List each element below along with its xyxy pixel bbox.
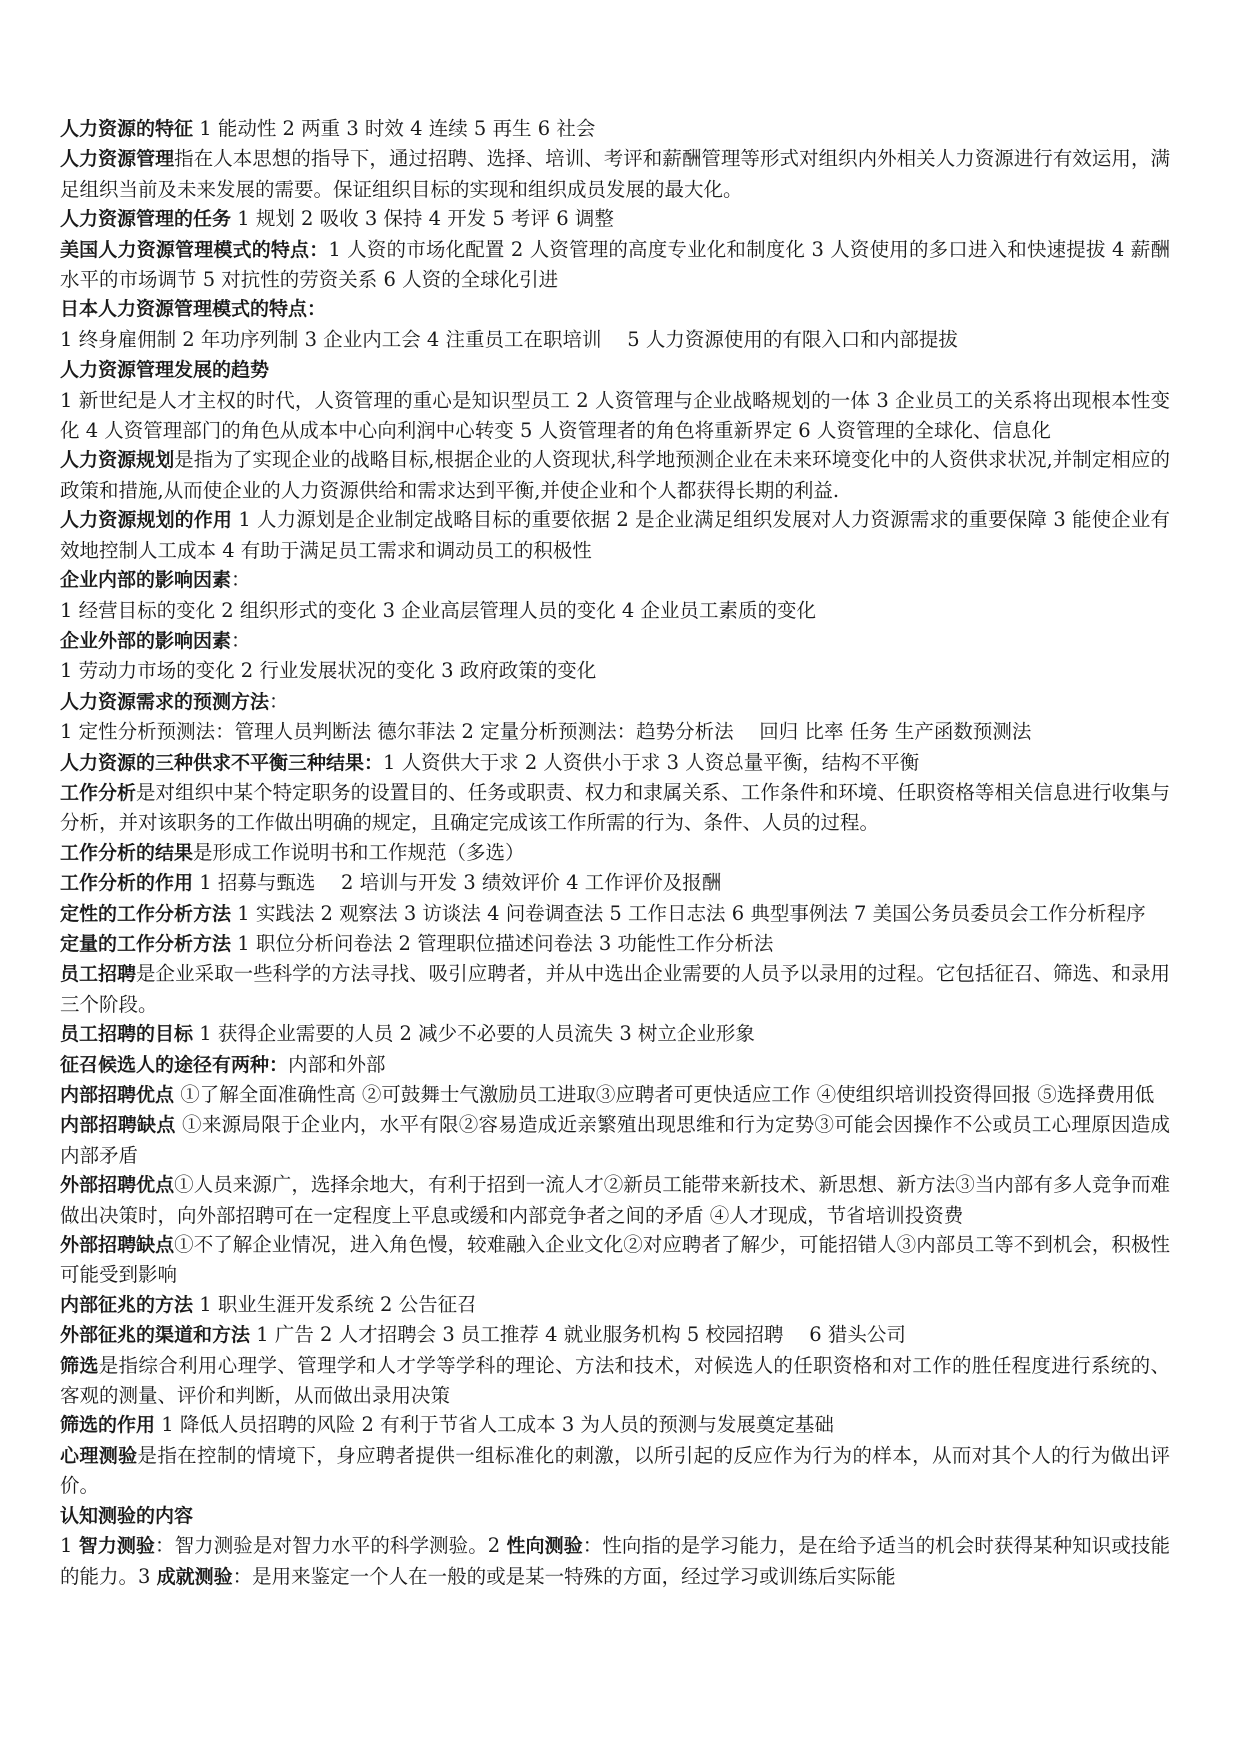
paragraph-14 [60, 687, 1170, 717]
paragraph-24 [60, 1050, 1170, 1080]
paragraph-21 [60, 929, 1170, 959]
paragraph-6 [60, 355, 1170, 385]
term: 企业内部的影响因素 [60, 569, 232, 592]
paragraph-text: 1 规划 2 吸收 3 保持 4 开发 5 考评 6 调整 [231, 207, 614, 231]
paragraph-text: 1 能动性 2 两重 3 时效 4 连续 5 再生 6 社会 [193, 117, 596, 140]
term: 日本人力资源管理模式的特点： [60, 298, 327, 321]
paragraph-text: 是指在控制的情境下，身应聘者提供一组标准化的刺激，以所引起的反应作为行为的样本，从而对其个人的行为做出评价。 [60, 1443, 1170, 1498]
paragraph-23 [60, 1019, 1170, 1049]
paragraph-text: 1 广告 2 人才招聘会 3 员工推荐 4 就业服务机构 5 校园招聘 6 猎头公司 [250, 1323, 906, 1347]
paragraph-text: 是企业采取一些科学的方法寻找、吸引应聘者，并从中选出企业需要的人员予以录用的过程。它包括征召、筛选、和录用三个阶段。 [60, 962, 1170, 1016]
paragraph-text: 1 人资的市场化配置 2 人资管理的高度专业化和制度化 3 人资使用的多口进入和快速提拔 4 薪酬水平的市场调节 5 对抗性的劳资关系 6 人资的全球化引进 [60, 237, 1170, 292]
paragraph-text: 1 劳动力市场的变化 2 行业发展状况的变化 3 政府政策的变化 [60, 659, 597, 683]
paragraph-text: 内部和外部 [288, 1052, 386, 1076]
paragraph-text: ①人员来源广，选择余地大，有利于招到一流人才②新员工能带来新技术、新思想、新方法③当内部有多人竞争而难做出决策时，向外部招聘可在一定程度上平息或缓和内部竞争者之间的矛盾 ④人才现成，节省培训投资费 [60, 1173, 1170, 1227]
term: 人力资源管理发展的趋势 [60, 359, 270, 382]
term: 人力资源规划 [60, 449, 175, 472]
term: 认知测验的内容 [60, 1504, 194, 1527]
paragraph-text: ：是用来鉴定一个人在一般的或是某一特殊的方面，经过学习或训练后实际能 [232, 1564, 896, 1588]
paragraph-11 [60, 596, 1170, 626]
paragraph-4 [60, 294, 1170, 324]
paragraph-20 [60, 899, 1170, 929]
paragraph-text: 1 [60, 1534, 79, 1558]
term: 工作分析的结果 [60, 841, 194, 864]
term: 内部招聘优点 [60, 1084, 175, 1106]
paragraph-29 [60, 1290, 1170, 1320]
paragraph-text: 1 人资供大于求 2 人资供小于求 3 人资总量平衡，结构不平衡 [383, 750, 920, 774]
paragraph-text: 1 经营目标的变化 2 组织形式的变化 3 企业高层管理人员的变化 4 企业员工素质的变化 [60, 598, 817, 622]
paragraph-text: 是指为了实现企业的战略目标,根据企业的人资现状,科学地预测企业在未来环境变化中的人资供求状况,并制定相应的政策和措施,从而使企业的人力资源供给和需求达到平衡,并使企业和个人都获得长期的利益. [60, 448, 1170, 502]
paragraph-text: ①了解全面准确性高 ②可鼓舞士气激励员工进取③应聘者可更快适应工作 ④使组织培训投资得回报 ⑤选择费用低 [174, 1083, 1155, 1106]
paragraph-text: 1 获得企业需要的人员 2 减少不必要的人员流失 3 树立企业形象 [193, 1022, 755, 1046]
paragraph-text: 1 新世纪是人才主权的时代，人资管理的重心是知识型员工 2 人资管理与企业战略规划的一体 3 企业员工的关系将出现根本性变化 4 人资管理部门的角色从成本中心向利润中心转变 5 人资管理者的角色将重新界定 6 人资管理的全球化、信息化 [60, 388, 1170, 443]
paragraph-text: ①不了解企业情况，进入角色慢，较难融入企业文化②对应聘者了解少，可能招错人③内部员工等不到机会，积极性可能受到影响 [60, 1233, 1170, 1287]
term: 智力测验 [78, 1535, 155, 1558]
paragraph-27 [60, 1170, 1170, 1230]
paragraph-5 [60, 325, 1170, 355]
term: 人力资源的三种供求不平衡三种结果： [60, 751, 384, 774]
paragraph-26 [60, 1110, 1170, 1170]
term: 人力资源管理 [60, 148, 175, 171]
paragraph-text: 1 终身雇佣制 2 年功序列制 3 企业内工会 4 注重员工在职培训 5 人力资源使用的有限入口和内部提拔 [60, 327, 958, 351]
paragraph-25 [60, 1080, 1170, 1110]
term: 外部招聘缺点 [60, 1234, 175, 1257]
term: 定量的工作分析方法 [60, 932, 232, 955]
term: 性向测验 [506, 1535, 583, 1558]
paragraph-text: 是指综合利用心理学、管理学和人才学等学科的理论、方法和技术，对候选人的任职资格和对工作的胜任程度进行系统的、客观的测量、评价和判断，从而做出录用决策 [60, 1353, 1170, 1408]
term: 人力资源管理的任务 [60, 208, 232, 231]
paragraph-text: 1 招募与甄选 2 培训与开发 3 绩效评价 4 工作评价及报酬 [193, 871, 722, 895]
paragraph-30 [60, 1320, 1170, 1350]
paragraph-28 [60, 1230, 1170, 1290]
paragraph-text: ：性向指的是学习能力，是在给予适当的机会时获得某种知识或技能的能力。3 [60, 1534, 1170, 1588]
paragraph-text: 1 定性分析预测法：管理人员判断法 德尔菲法 2 定量分析预测法：趋势分析法 回归 比率 任务 生产函数预测法 [60, 720, 1032, 744]
term: 筛选的作用 [60, 1414, 156, 1437]
paragraph-text: 1 降低人员招聘的风险 2 有利于节省人工成本 3 为人员的预测与发展奠定基础 [155, 1413, 834, 1437]
paragraph-19 [60, 868, 1170, 898]
paragraph-3 [60, 235, 1170, 295]
paragraph-2 [60, 204, 1170, 234]
document-page [60, 114, 1170, 1592]
paragraph-text: 1 职业生涯开发系统 2 公告征召 [193, 1292, 477, 1316]
paragraph-15 [60, 717, 1170, 747]
paragraph-text: 是形成工作说明书和工作规范（多选） [193, 840, 525, 864]
term: 定性的工作分析方法 [60, 902, 232, 925]
paragraph-text: ：智力测验是对智力水平的科学测验。2 [155, 1534, 507, 1558]
term: 心理测验 [60, 1444, 138, 1467]
paragraph-text: ： [231, 568, 251, 592]
paragraph-8 [60, 445, 1170, 505]
paragraph-13 [60, 656, 1170, 686]
paragraph-32 [60, 1410, 1170, 1440]
term: 员工招聘 [60, 963, 137, 986]
term: 工作分析的作用 [60, 872, 194, 895]
term: 外部征兆的渠道和方法 [60, 1324, 251, 1347]
term: 成就测验 [156, 1565, 233, 1588]
paragraph-7 [60, 386, 1170, 446]
term: 内部征兆的方法 [60, 1293, 194, 1316]
term: 美国人力资源管理模式的特点： [60, 238, 329, 261]
paragraph-text: ： [231, 628, 251, 652]
paragraph-34 [60, 1501, 1170, 1531]
paragraph-last [60, 1531, 1170, 1592]
paragraph-text: 1 人力源划是企业制定战略目标的重要依据 2 是企业满足组织发展对人力资源需求的重要保障 3 能使企业有效地控制人工成本 4 有助于满足员工需求和调动员工的积极性 [60, 508, 1170, 562]
paragraph-17 [60, 778, 1170, 838]
paragraph-text: ： [269, 689, 289, 713]
term: 内部招聘缺点 [60, 1114, 176, 1137]
paragraph-33 [60, 1441, 1170, 1501]
paragraph-text: 是对组织中某个特定职务的设置目的、任务或职责、权力和隶属关系、工作条件和环境、任职资格等相关信息进行收集与分析，并对该职务的工作做出明确的规定，且确定完成该工作所需的行为、条件、人员的过程。 [60, 780, 1170, 835]
paragraph-9 [60, 505, 1170, 565]
term: 工作分析 [60, 781, 137, 804]
term: 企业外部的影响因素 [60, 629, 232, 652]
term: 人力资源规划的作用 [60, 509, 233, 532]
paragraph-text: 1 实践法 2 观察法 3 访谈法 4 问卷调查法 5 工作日志法 6 典型事例法 7 美国公务员委员会工作分析程序 [231, 901, 1146, 925]
paragraph-1 [60, 144, 1170, 204]
paragraph-12 [60, 626, 1170, 656]
paragraph-31 [60, 1351, 1170, 1411]
term: 外部招聘优点 [60, 1174, 175, 1197]
term: 员工招聘的目标 [60, 1023, 194, 1046]
term: 筛选 [60, 1354, 99, 1377]
paragraph-0 [60, 114, 1170, 144]
paragraph-text: ①来源局限于企业内，水平有限②容易造成近亲繁殖出现思维和行为定势③可能会因操作不公或员工心理原因造成内部矛盾 [60, 1113, 1170, 1167]
term: 征召候选人的途径有两种： [60, 1053, 289, 1076]
paragraph-text: 指在人本思想的指导下，通过招聘、选择、培训、考评和薪酬管理等形式对组织内外相关人力资源进行有效运用，满足组织当前及未来发展的需要。保证组织目标的实现和组织成员发展的最大化。 [60, 147, 1170, 201]
paragraph-16 [60, 748, 1170, 778]
paragraph-18 [60, 838, 1170, 868]
paragraph-22 [60, 959, 1170, 1019]
paragraph-10 [60, 565, 1170, 595]
paragraph-text: 1 职位分析问卷法 2 管理职位描述问卷法 3 功能性工作分析法 [231, 931, 774, 955]
term: 人力资源的特征 [60, 118, 194, 140]
term: 人力资源需求的预测方法 [60, 690, 270, 713]
